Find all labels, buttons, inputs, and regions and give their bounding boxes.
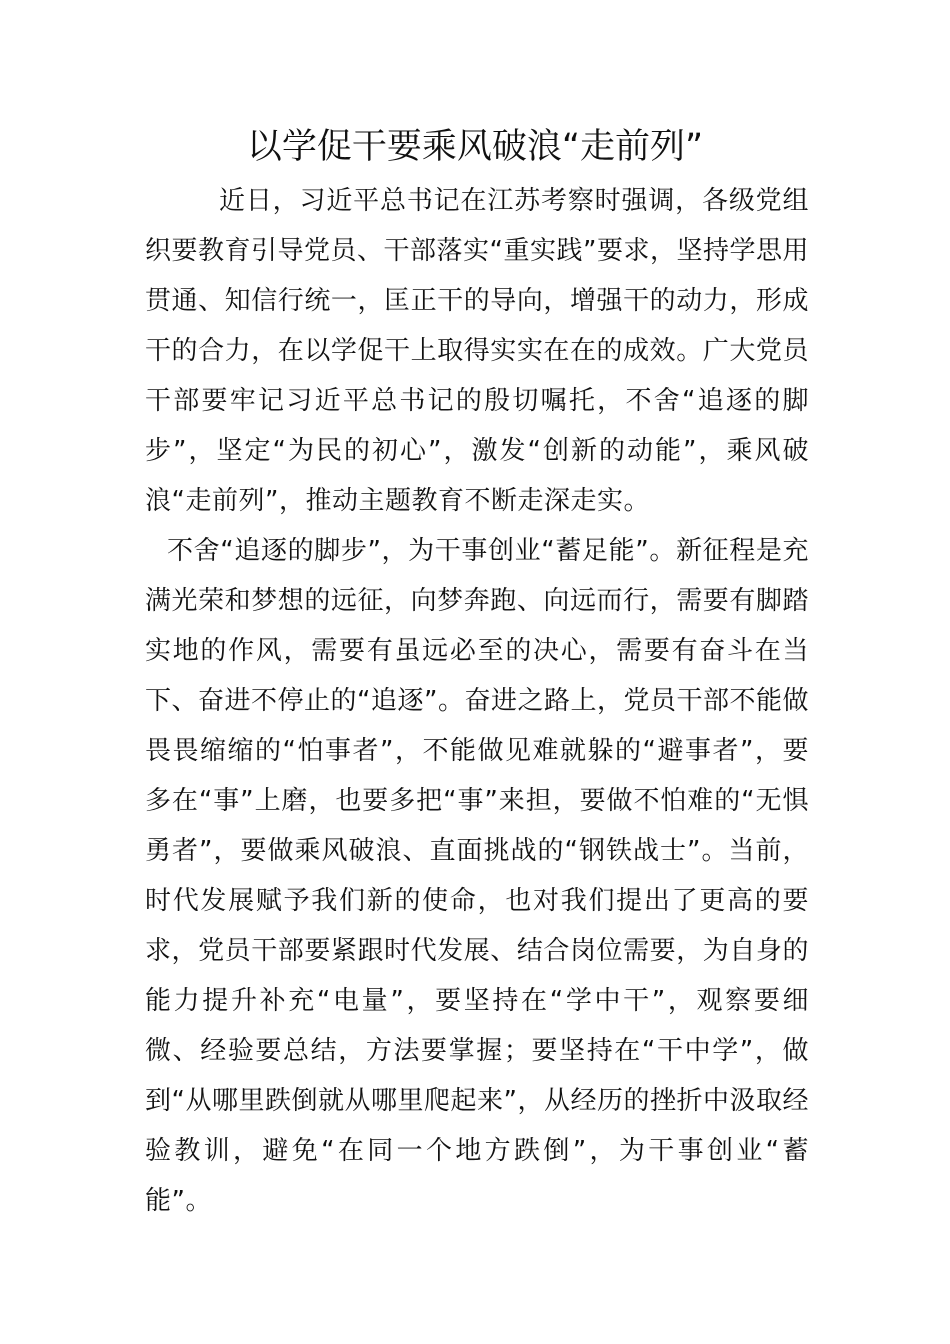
document-title: 以学促干要乘风破浪“走前列” [246, 127, 704, 167]
document-body [145, 176, 809, 1226]
paragraph-pursuit: 不舍“追逐的脚步”，为干事创业“蓄足能”。新征程是充满光荣和梦想的远征，向梦奔跑、向远而行，需要有脚踏实地的作风，需要有虽远必至的决心，需要有奋斗在当下、奋进不停止的“追逐”。奋进之路上，党员干部不能做畏畏缩缩的“怕事者”，不能做见难就躲的“避事者”，要多在“事”上磨，也要多把“事”来担，要做不怕难的“无惧勇者”，要做乘风破浪、直面挑战的“钢铁战士”。当前，时代发展赋予我们新的使命，也对我们提出了更高的要求，党员干部要紧跟时代发展、结合岗位需要，为自身的能力提升补充“电量”，要坚持在“学中干”，观察要细微、经验要总结，方法要掌握；要坚持在“干中学”，做到“从哪里跌倒就从哪里爬起来”，从经历的挫折中汲取经验教训，避免“在同一个地方跌倒”，为干事创业“蓄能”。 [145, 536, 809, 1216]
paragraph-intro: 近日，习近平总书记在江苏考察时强调，各级党组织要教育引导党员、干部落实“重实践”要求，坚持学思用贯通、知信行统一，匡正干的导向，增强干的动力，形成干的合力，在以学促干上取得实实在在的成效。广大党员干部要牢记习近平总书记的殷切嘱托，不舍“追逐的脚步”，坚定“为民的初心”，激发“创新的动能”，乘风破浪“走前列”，推动主题教育不断走深走实。 [145, 186, 809, 516]
